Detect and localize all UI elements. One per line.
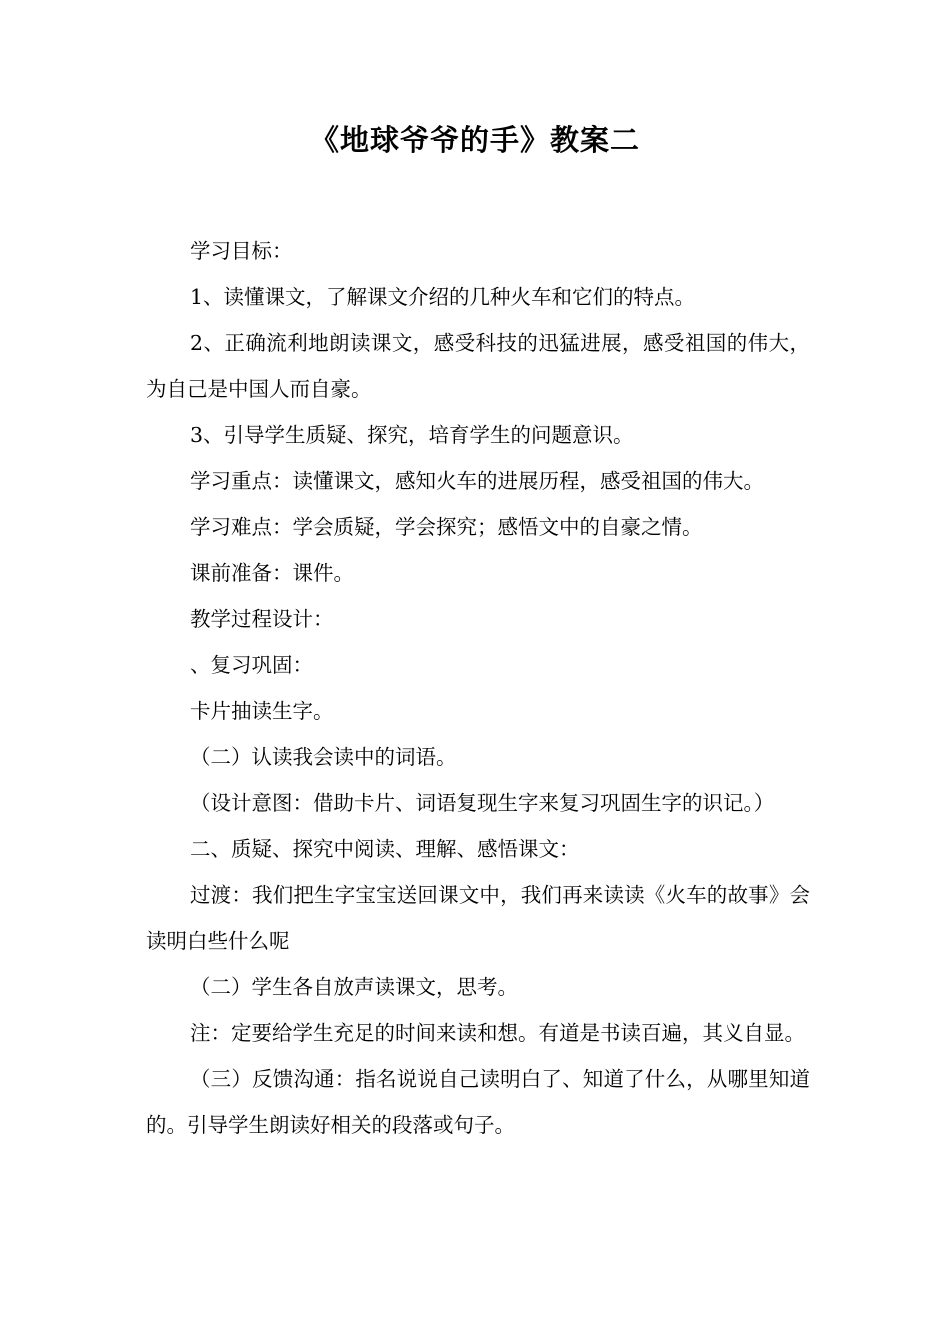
paragraph-difficulties: 学习难点：学会质疑，学会探究；感悟文中的自豪之情。	[190, 515, 703, 539]
paragraph-preparation: 课前准备：课件。	[190, 561, 354, 585]
paragraph-feedback: （三）反馈沟通：指名说说自己读明白了、知道了什么，从哪里知道的。引导学生朗读好相关的段落或句子。	[146, 1067, 810, 1137]
paragraph-learning-goals: 学习目标：	[190, 239, 293, 263]
document-body	[146, 228, 810, 1148]
paragraph-card-reading: 卡片抽读生字。	[190, 699, 334, 723]
paragraph-goal-3: 3、引导学生质疑、探究，培育学生的问题意识。	[190, 423, 634, 447]
paragraph-process-heading: 教学过程设计：	[190, 607, 334, 631]
paragraph-goal-1: 1、读懂课文，了解课文介绍的几种火车和它们的特点。	[190, 285, 696, 309]
paragraph-design-intent: （设计意图：借助卡片、词语复现生字来复习巩固生字的识记。）	[190, 791, 775, 815]
paragraph-read-aloud: （二）学生各自放声读课文，思考。	[190, 975, 518, 999]
document-title: 《地球爷爷的手》教案二	[309, 123, 640, 157]
paragraph-review: 、复习巩固：	[190, 653, 313, 677]
paragraph-note: 注：定要给学生充足的时间来读和想。有道是书读百遍，其义自显。	[190, 1021, 805, 1045]
paragraph-key-points: 学习重点：读懂课文，感知火车的进展历程，感受祖国的伟大。	[190, 469, 764, 493]
paragraph-transition: 过渡：我们把生字宝宝送回课文中，我们再来读读《火车的故事》会读明白些什么呢	[146, 883, 810, 953]
paragraph-section-two: 二、质疑、探究中阅读、理解、感悟课文：	[190, 837, 580, 861]
paragraph-word-reading: （二）认读我会读中的词语。	[190, 745, 457, 769]
paragraph-goal-2: 2、正确流利地朗读课文，感受科技的迅猛进展，感受祖国的伟大，为自己是中国人而自豪。	[146, 331, 810, 401]
